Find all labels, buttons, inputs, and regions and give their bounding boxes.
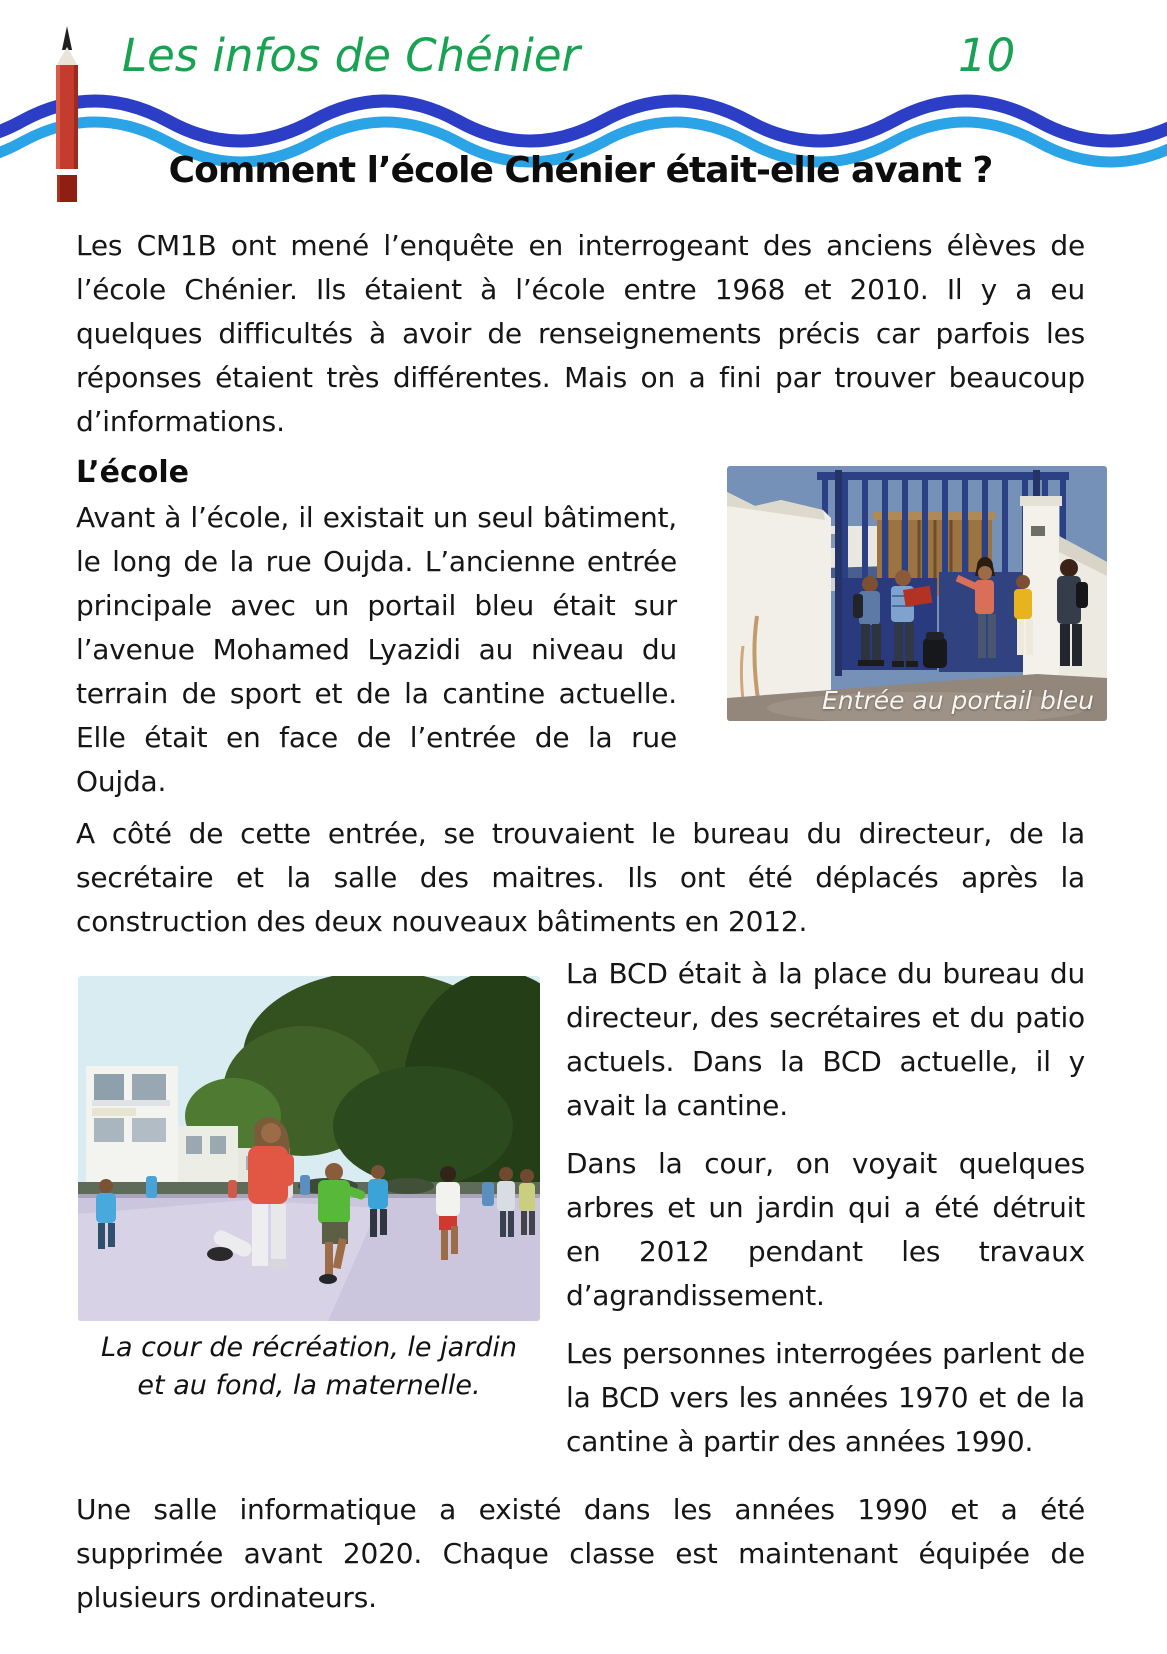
- courtyard-photo-graphic: [78, 976, 540, 1321]
- article-body: [76, 148, 1094, 1628]
- entrance-photo-caption: Entrée au portail bleu: [822, 686, 1094, 715]
- pencil-wood: [56, 47, 78, 66]
- caption-line-2: et au fond, la maternelle.: [137, 1370, 481, 1401]
- intro-paragraph: Les CM1B ont mené l’enquête en interrogeant des anciens élèves de l’école Chénier. Ils étaient à l’école entre 1968 et 2010. Il y a eu quelques difficultés à avoir de renseignements précis car parfois les réponses étaient très différentes. Mais on a fini par trouver beaucoup d’informations.: [76, 229, 1085, 438]
- article-headline: Comment l’école Chénier était-elle avant ?: [168, 150, 993, 191]
- garden-paragraph: Dans la cour, on voyait quelques arbres et un jardin qui a été détruit en 2012 pendant les travaux d’agrandissement.: [566, 1147, 1085, 1312]
- courtyard-photo-caption: [78, 1329, 540, 1405]
- closing-paragraph: Une salle informatique a existé dans les années 1990 et a été supprimée avant 2020. Chaque classe est maintenant équipée de plusieurs ordinateurs.: [76, 1493, 1085, 1614]
- courtyard-section: [76, 952, 1085, 1478]
- dates-paragraph: Les personnes interrogées parlent de la BCD vers les années 1970 et de la cantine à partir des années 1990.: [566, 1337, 1085, 1458]
- offices-paragraph: A côté de cette entrée, se trouvaient le bureau du directeur, de la secrétaire et la salle des maitres. Ils ont été déplacés après la construction des deux nouveaux bâtiments en 2012.: [76, 817, 1085, 938]
- courtyard-photo: [78, 976, 540, 1405]
- entrance-photo-graphic: [727, 466, 1107, 721]
- school-heading: L’école: [76, 455, 189, 490]
- pencil-shaft: [56, 65, 78, 169]
- school-paragraph: Avant à l’école, il existait un seul bâtiment, le long de la rue Oujda. L’ancienne entrée principale avec un portail bleu était sur l’avenue Mohamed Lyazidi au niveau du terrain de sport et de la cantine actuelle. Elle était en face de l’entrée de la rue Oujda.: [76, 501, 677, 798]
- pencil-eraser: [57, 175, 77, 202]
- right-text-column: [566, 952, 1085, 1478]
- pencil-icon: [56, 26, 78, 202]
- newsletter-title: Les infos de Chénier: [122, 29, 581, 82]
- page-number: 10: [958, 29, 1016, 82]
- caption-line-1: La cour de récréation, le jardin: [101, 1332, 517, 1363]
- school-section: [76, 452, 1094, 804]
- bcd-paragraph: La BCD était à la place du bureau du directeur, des secrétaires et du patio actuels. Dans la BCD actuelle, il y avait la cantine.: [566, 957, 1085, 1122]
- entrance-photo: [727, 466, 1107, 721]
- pencil-lead: [61, 26, 73, 50]
